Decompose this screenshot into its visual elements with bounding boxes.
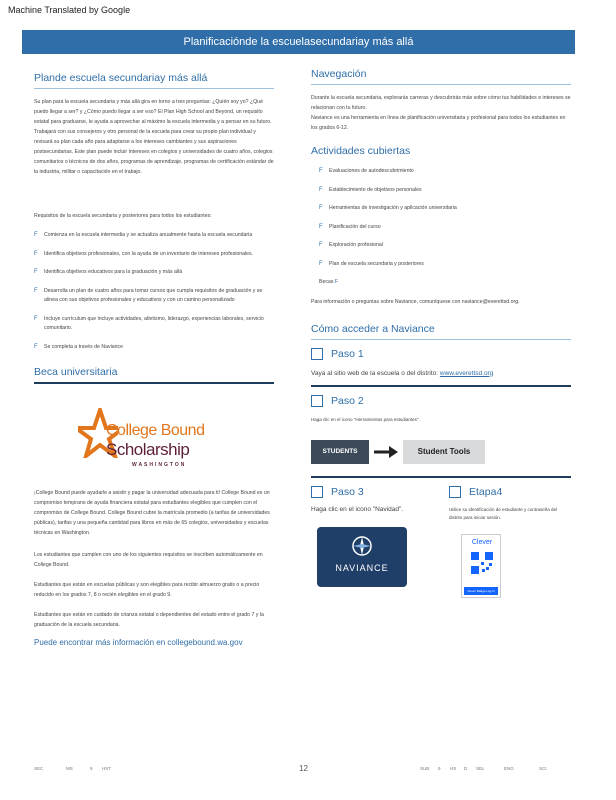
list-item: F Plan de escuela secundaria y posteriores <box>319 260 424 267</box>
logo-line-1: College Bound <box>106 422 205 439</box>
qr-code-icon <box>470 551 494 575</box>
step-3-block <box>311 486 431 598</box>
eligibility-1: Estudiantes que están en escuelas públicas y son elegibles para recibir almuerzo gratis o a precio reducido en los grados 7, 8 o recién elegibles en el grado 9. <box>34 582 260 598</box>
section-divider <box>311 339 571 340</box>
step-2-header <box>311 395 571 407</box>
machine-translated-label: Machine Translated by Google <box>8 5 131 15</box>
access-section-title: Cómo acceder a Naviance <box>311 322 435 335</box>
nav-section-title: Navegación <box>311 68 367 80</box>
left-column <box>34 62 274 647</box>
step-4-text: Utilice su identificación de estudiante y contraseña del distrito para iniciar sesión. <box>449 506 558 520</box>
footer-mark: D <box>464 766 468 771</box>
requirements-intro: Requisitos de la escuela secundaria y posteriores para todos los estudiantes: <box>34 213 212 219</box>
step-4-header <box>449 486 571 498</box>
step-divider <box>311 476 571 478</box>
clever-label: Clever <box>471 538 493 546</box>
steps-3-4-row <box>311 486 571 598</box>
student-tools-button[interactable]: Student Tools <box>403 440 485 464</box>
step-3-text: Haga clic en el icono "Navidad". <box>311 505 404 513</box>
naviance-label: NAVIANCE <box>335 562 389 573</box>
step-1-header <box>311 348 571 360</box>
section-divider-dark <box>34 382 274 384</box>
clever-login-button[interactable]: Clever Badge Log In <box>464 587 498 595</box>
nav-paragraph-1: Durante la escuela secundaria, explorarás carreras y descubrirás más sobre cómo tus habilidades e intereses se relacionan con tu futuro. <box>311 95 571 111</box>
footer-mark: HS <box>450 766 457 771</box>
scholarship-paragraph: ¡College Bound puede ayudarle a asistir y pagar la universidad adecuada para ti! College Bound es un compromiso temprano de ayuda financiera estatal para estudiantes elegibles que cumplen con el compromiso de College Bound. College Bound cubre la matrícula promedio (a tarifas de universidades públicas), tarifas y una pequeña cantidad para libros en más de 65 colegios, universidades y escuelas técnicas en Washington. <box>34 490 270 536</box>
list-item: F Se completa a través de Naviance <box>34 343 124 350</box>
list-item: F Identifica objetivos profesionales, con la ayuda de un inventario de intereses profesionales. <box>34 250 254 257</box>
step-1-checkbox[interactable] <box>311 348 323 360</box>
step-1-title: Paso 1 <box>331 347 364 360</box>
step-2-title: Paso 2 <box>331 394 364 407</box>
scholarship-section-title: Beca universitaria <box>34 366 118 378</box>
naviance-app-icon[interactable] <box>317 527 407 587</box>
district-link[interactable]: www.everettsd.org <box>439 369 494 377</box>
step-3-header <box>311 486 431 498</box>
plan-paragraph: Su plan para la escuela secundaria y más allá gira en torno a tres preguntas: ¿Quién soy yo? ¿Qué puedo llegar a ser? y ¿Cómo puedo llegar a ser eso? El Plan High School and Beyond, un requisito estatal para graduarse, le ayuda a aprovechar al máximo la escuela intermedia y a pensar en su futuro. Trabajará con sus consejeros y otro personal de la escuela para crear su propio plan individual y revisará su plan cada año para adaptarse a los intereses cambiantes y sus aspiraciones postsecundarias. Este plan puede incluir intereses en colegios y universidades de cuatro años, colegios comunitarios o técnicos de dos años, programas de aprendizaje, programas de certificación estándar de la industria, militar o capacitación en el trabajo. <box>34 99 274 175</box>
footer-mark: 9 <box>438 766 441 771</box>
eligibility-intro: Los estudiantes que cumplen con uno de los siguientes requisitos se inscriben automáticamente en College Bound. <box>34 552 263 568</box>
right-column <box>311 62 571 598</box>
activities-section-title: Actividades cubiertas <box>311 145 411 157</box>
step-4-checkbox[interactable] <box>449 486 461 498</box>
section-divider <box>34 88 274 89</box>
eligibility-2: Estudiantes que están en cuidado de crianza estatal o dependientes del estado entre el grado 7 y la graduación de la escuela secundaria. <box>34 612 264 628</box>
college-bound-logo <box>78 408 218 470</box>
logo-line-2: Scholarship <box>106 440 190 459</box>
step-1-text: Vaya al sitio web de la escuela o del distrito: www.everettsd.org <box>311 369 494 377</box>
footer-mark: HST <box>102 766 111 771</box>
more-info-line <box>34 638 274 647</box>
list-item: F Incluye currículum que incluye actividades, atletismo, liderazgo, experiencias laborales, servicio comunitario. <box>34 315 264 331</box>
list-item: F Desarrolla un plan de cuatro años para tomar cursos que cumpla requisitos de graduación y se alinea con sus objetivos profesionales y educativos y con un camino personalizado <box>34 287 263 303</box>
step-3-title: Paso 3 <box>331 485 364 498</box>
footer-mark: SEC <box>34 766 44 771</box>
footer-mark: 9 <box>90 766 93 771</box>
footer-mark: ENG <box>504 766 514 771</box>
more-info-prefix: Puede encontrar más información en <box>34 638 168 647</box>
compass-icon <box>351 535 373 557</box>
contact-text: Para información o preguntas sobre Naviance, comuníquese con naviance@everettsd.org. <box>311 298 520 305</box>
list-item: F Identifica objetivos educativos para la graduación y más allá <box>34 269 183 275</box>
student-tools-illustration <box>311 440 571 464</box>
plan-section-title: Plande escuela secundariay más allá <box>34 72 208 84</box>
step-4-block <box>449 486 571 598</box>
requirements-list <box>34 231 274 352</box>
list-item: F Comienza en la escuela intermedia y se actualiza anualmente hasta la escuela secundaria <box>34 232 253 238</box>
list-item: F Evaluaciones de autodescubrimiento <box>319 168 414 174</box>
page-banner: Planificaciónde la escuelasecundariay más allá <box>22 30 575 54</box>
list-item: F Planificación del curso <box>319 223 381 230</box>
step-2-checkbox[interactable] <box>311 395 323 407</box>
list-item: F Herramientas de investigación y aplicación universitaria <box>319 205 457 211</box>
footer-mark: MS <box>66 766 73 771</box>
footer-mark: SUB <box>420 766 430 771</box>
list-item: F Establecimiento de objetivos personales <box>319 186 422 193</box>
step-3-checkbox[interactable] <box>311 486 323 498</box>
footer-mark: SEL <box>476 766 485 771</box>
nav-paragraph-2: Naviance es una herramienta en línea de planificación universitaria y profesional para todos los estudiantes en los grados 6-12. <box>311 115 566 131</box>
logo-line-3: WASHINGTON <box>132 462 187 468</box>
arrow-right-icon <box>373 445 399 459</box>
step-divider <box>311 385 571 387</box>
step-4-title: Etapa4 <box>469 485 503 498</box>
activities-list <box>319 167 571 288</box>
step-2-text: Haga clic en el icono "Herramientas para estudiantes". <box>311 416 420 422</box>
clever-badge[interactable] <box>461 534 501 598</box>
section-divider <box>311 84 571 85</box>
list-item: Becas F <box>319 279 339 285</box>
students-button[interactable]: STUDENTS <box>311 440 369 464</box>
page-number: 12 <box>299 764 308 773</box>
collegebound-link[interactable]: collegebound.wa.gov <box>167 638 243 647</box>
footer-mark: SCI <box>539 766 547 771</box>
list-item: F Exploración profesional <box>319 242 383 248</box>
